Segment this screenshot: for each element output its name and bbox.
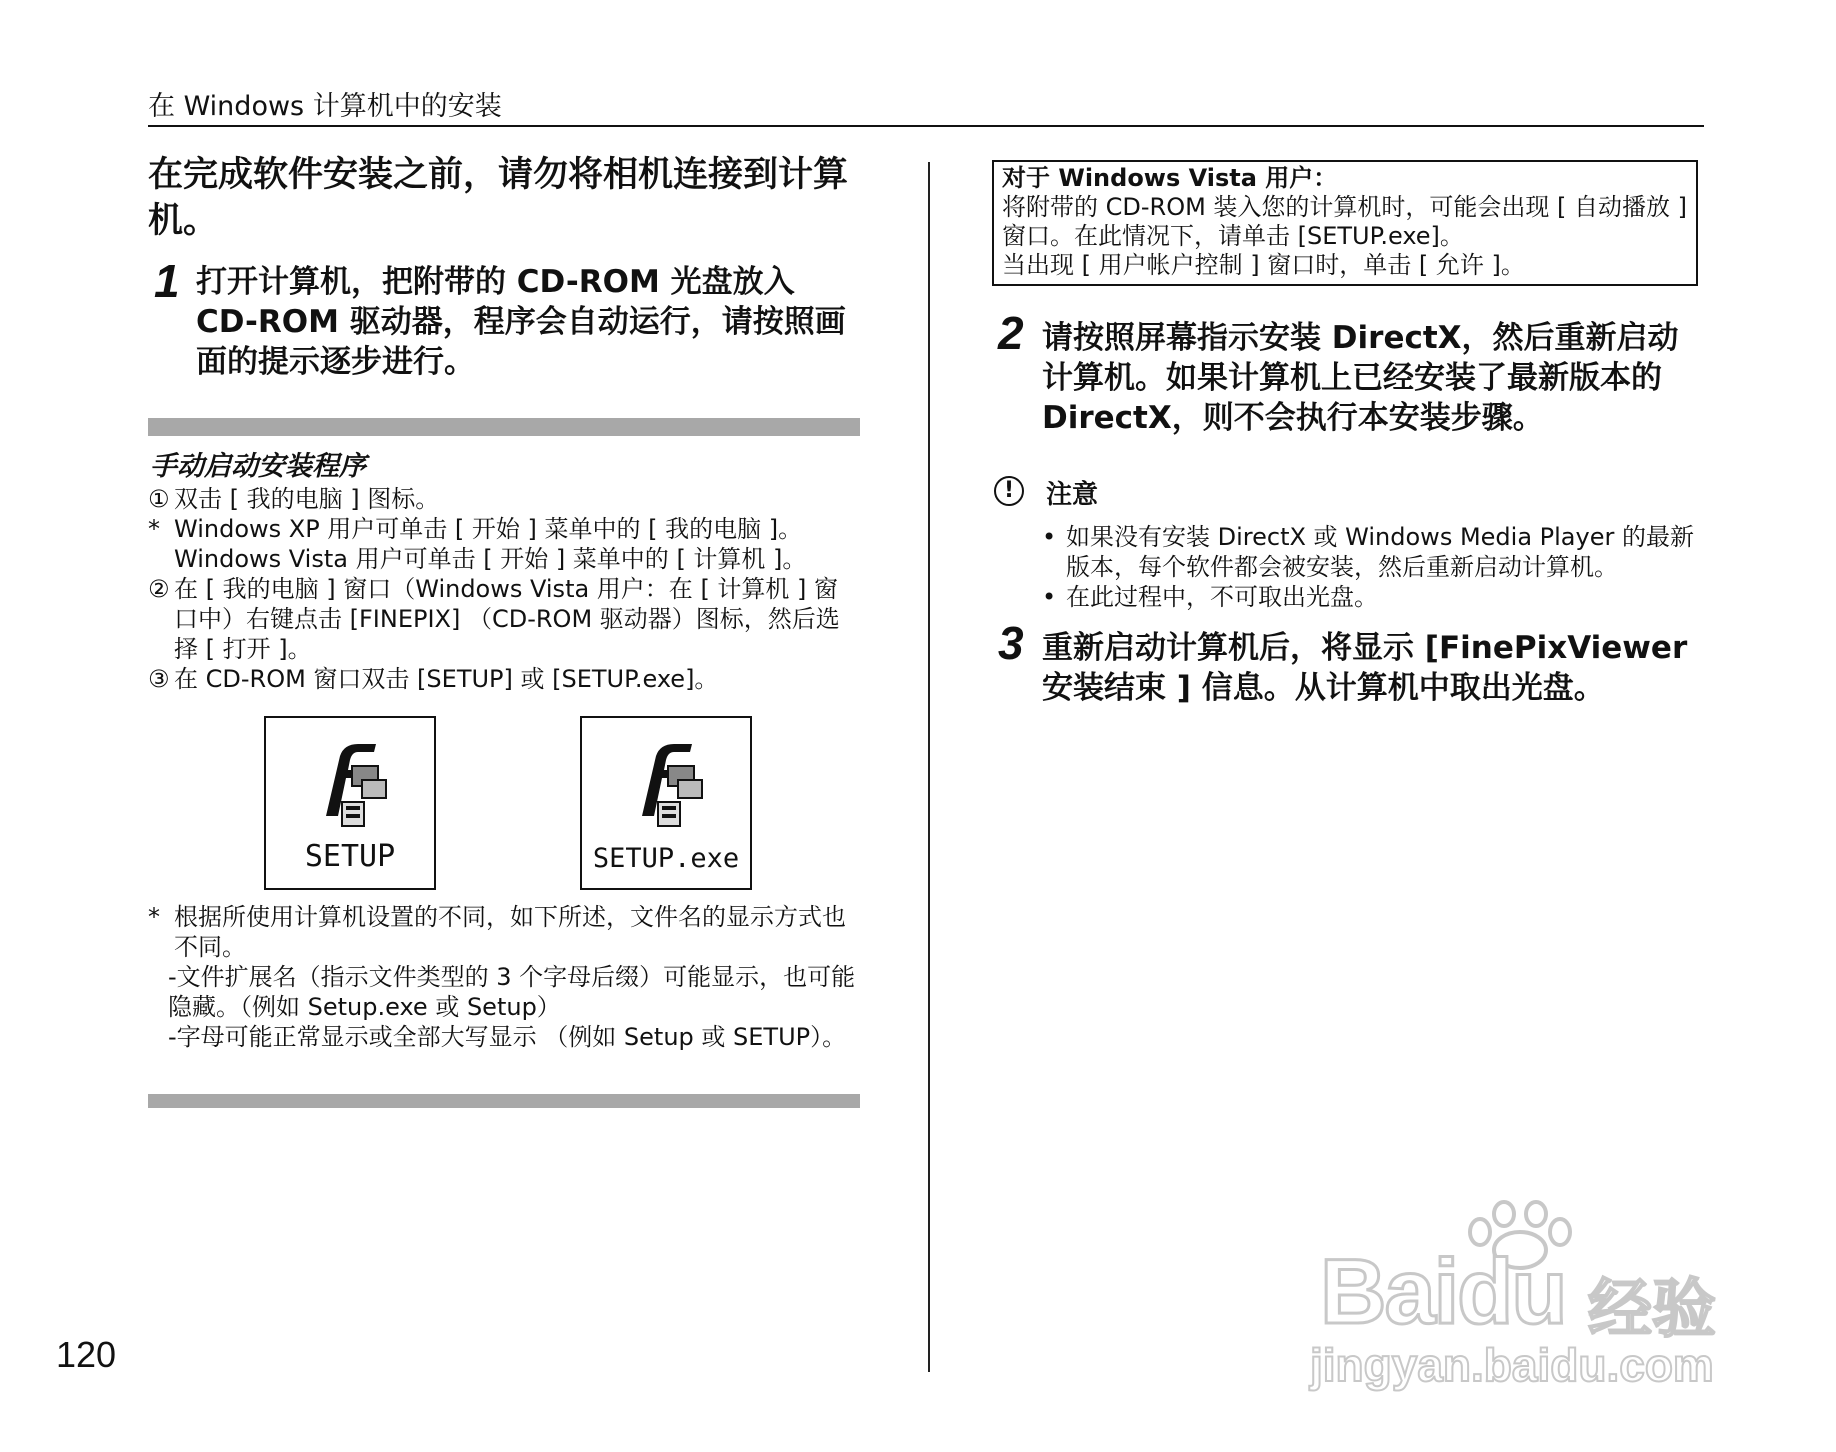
header-rule [148, 125, 1704, 127]
main-heading: 在完成软件安装之前，请勿将相机连接到计算机。 [148, 155, 849, 241]
list-item: ③ 在 CD-ROM 窗口双击 [SETUP] 或 [SETUP.exe]。 [148, 665, 719, 693]
page-number: 120 [56, 1334, 117, 1375]
vista-box-title: 对于 Windows Vista 用户： [1002, 164, 1338, 192]
vista-box-line-1: 将附带的 CD-ROM 装入您的计算机时，可能会出现 [ 自动播放 ] 窗口。在此情况下，请单击 [SETUP.exe]。 [1002, 193, 1688, 250]
step-1-number: 1 [154, 255, 180, 307]
setup-exe-label: SETUP.exe [592, 843, 740, 874]
section-bar-top [148, 418, 860, 436]
manual-steps-list [148, 484, 860, 694]
watermark-brand: Baidu [1320, 1241, 1566, 1343]
list-item: ② 在 [ 我的电脑 ] 窗口（Windows Vista 用户：在 [ 计算机 ] 窗口中）右键点击 [FINEPIX] （CD-ROM 驱动器）图标，然后选择 [ 打开 ]。 [148, 575, 840, 663]
list-item: * Windows XP 用户可单击 [ 开始 ] 菜单中的 [ 我的电脑 ]。 [148, 515, 803, 543]
step-1-text: 打开计算机，把附带的 CD-ROM 光盘放入 CD-ROM 驱动器，程序会自动运行，请按照画面的提示逐步进行。 [196, 264, 846, 380]
caution-list [1042, 522, 1706, 612]
list-item: Windows Vista 用户可单击 [ 开始 ] 菜单中的 [ 计算机 ]。 [174, 545, 807, 573]
setup-icon [306, 738, 394, 838]
list-item: ① 双击 [ 我的电脑 ] 图标。 [148, 485, 440, 513]
setup-exe-file-icon[interactable] [580, 716, 752, 890]
step-2-text: 请按照屏幕指示安装 DirectX，然后重新启动计算机。如果计算机上已经安装了最新版本的 DirectX，则不会执行本安装步骤。 [1042, 320, 1679, 436]
vista-users-box [992, 160, 1698, 286]
caution-title: 注意 [1046, 480, 1099, 510]
vista-box-line-2: 当出现 [ 用户帐户控制 ] 窗口时，单击 [ 允许 ]。 [1002, 251, 1525, 279]
watermark-url: jingyan.baidu.com [1310, 1339, 1714, 1391]
watermark-cn: 经验 [1588, 1273, 1716, 1347]
list-item: * 根据所使用计算机设置的不同，如下所述，文件名的显示方式也不同。 [148, 903, 846, 961]
list-item: -文件扩展名（指示文件类型的 3 个字母后缀）可能显示，也可能隐藏。（例如 Setup.exe 或 Setup） [168, 963, 856, 1021]
baidu-watermark [1310, 1200, 1750, 1400]
section-bar-bottom [148, 1094, 860, 1108]
caution-icon: ! [994, 476, 1024, 506]
setup-label: SETUP [304, 839, 396, 874]
filename-notes [148, 902, 860, 1052]
list-item: -字母可能正常显示或全部大写显示 （例如 Setup 或 SETUP）。 [168, 1023, 847, 1051]
section-title: 在 Windows 计算机中的安装 [148, 91, 502, 122]
column-divider [928, 162, 930, 1372]
setup-file-icon[interactable] [264, 716, 436, 890]
step-3-number: 3 [998, 617, 1024, 669]
step-2-number: 2 [998, 307, 1024, 359]
manual-start-title: 手动启动安装程序 [150, 451, 366, 482]
list-item: • 在此过程中，不可取出光盘。 [1042, 583, 1378, 611]
step-3-text: 重新启动计算机后，将显示 [FinePixViewer 安装结束 ] 信息。从计算机中取出光盘。 [1042, 630, 1688, 706]
setup-exe-icon [622, 738, 710, 838]
list-item: • 如果没有安装 DirectX 或 Windows Media Player 的最新版本，每个软件都会被安装，然后重新启动计算机。 [1042, 523, 1694, 581]
